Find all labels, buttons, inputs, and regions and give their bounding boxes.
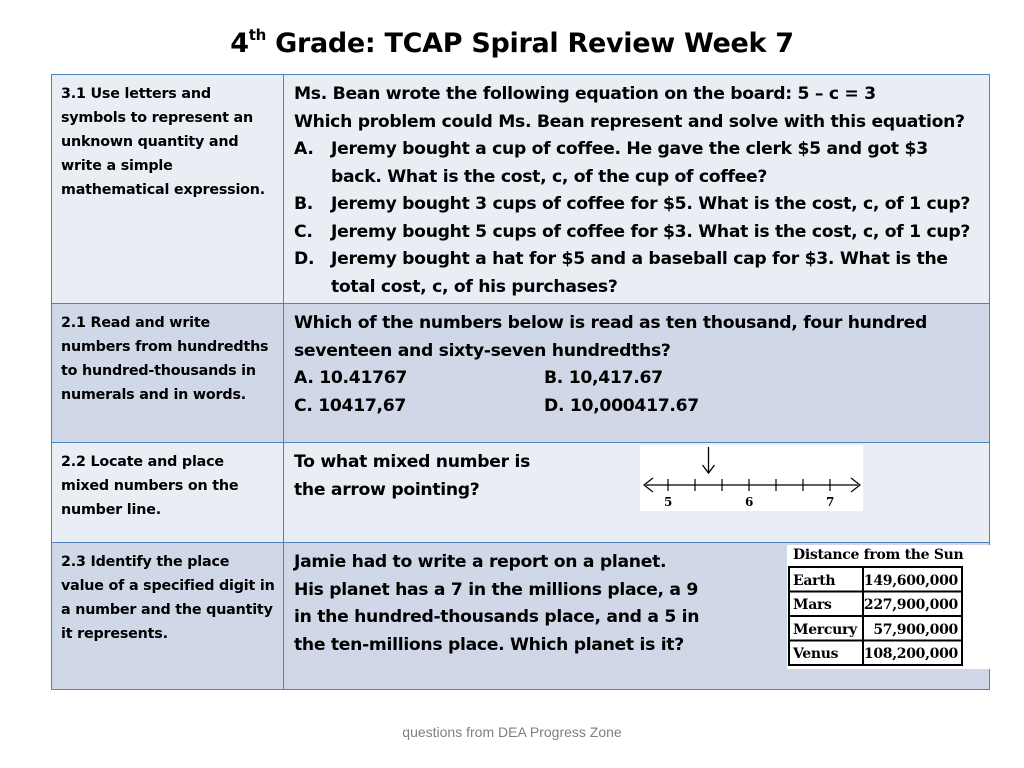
standard-cell: 2.2 Locate and place mixed numbers on the number line. [52, 443, 284, 543]
standard-cell: 3.1 Use letters and symbols to represent an unknown quantity and write a simple mathematical expression. [52, 75, 284, 304]
question-cell [284, 443, 990, 543]
question-text: Jamie had to write a report on a planet. [294, 552, 667, 572]
question-text: the arrow pointing? [294, 479, 480, 500]
distance-table-title: Distance from the Sun [793, 547, 964, 563]
answer-option: B. Jeremy bought 3 cups of coffee for $5. What is the cost, c, of 1 cup? [294, 194, 971, 214]
tick-label: 6 [744, 495, 754, 509]
question-text: Which of the numbers below is read as ten thousand, four hundred seventeen and sixty-seven hundredths? [294, 313, 928, 361]
planet-name: Earth [793, 573, 836, 589]
table-row [52, 543, 990, 690]
question-text: Ms. Bean wrote the following equation on the board: 5 – c = 3 [294, 84, 876, 104]
answer-option: D. Jeremy bought a hat for $5 and a baseball cap for $3. What is the total cost, c, of his purchases? [294, 249, 948, 297]
question-cell [284, 75, 990, 304]
tick-label: 7 [825, 495, 835, 509]
question-text: His planet has a 7 in the millions place, a 9 [294, 579, 699, 600]
footer-credit: questions from DEA Progress Zone [402, 724, 622, 740]
review-table [51, 74, 990, 690]
answer-option: D. 10,000417.67 [544, 395, 699, 416]
number-line [640, 445, 863, 511]
answer-option: C. 10417,67 [294, 395, 407, 416]
answer-option: A. Jeremy bought a cup of coffee. He gave the clerk $5 and got $3 back. What is the cost, c, of the cup of coffee? [294, 139, 928, 187]
planet-name: Mars [793, 597, 832, 613]
standard-cell: 2.1 Read and write numbers from hundredths to hundred-thousands in numerals and in words. [52, 304, 284, 443]
table-row [52, 75, 990, 304]
page-title: 4th Grade: TCAP Spiral Review Week 7 [230, 26, 794, 59]
question-text: Which problem could Ms. Bean represent and solve with this equation? [294, 111, 965, 132]
table-row [52, 304, 990, 443]
planet-distance-table [787, 545, 991, 669]
question-text: the ten-millions place. Which planet is it? [294, 634, 684, 655]
question-text: To what mixed number is [294, 452, 530, 472]
planet-distance: 149,600,000 [863, 573, 958, 589]
tick-label: 5 [663, 495, 673, 509]
question-cell [284, 543, 990, 690]
planet-distance: 57,900,000 [873, 622, 958, 638]
planet-name: Mercury [793, 622, 857, 638]
question-text: in the hundred-thousands place, and a 5 in [294, 607, 700, 627]
planet-name: Venus [793, 646, 839, 662]
standard-cell: 2.3 Identify the place value of a specified digit in a number and the quantity it represents. [52, 543, 284, 690]
planet-distance: 108,200,000 [863, 646, 958, 662]
question-cell [284, 304, 990, 443]
table-row [52, 443, 990, 543]
answer-option: C. Jeremy bought 5 cups of coffee for $3. What is the cost, c, of 1 cup? [294, 221, 971, 242]
planet-distance: 227,900,000 [863, 597, 958, 613]
answer-option: A. 10.41767 [294, 368, 408, 388]
answer-option: B. 10,417.67 [544, 368, 663, 388]
